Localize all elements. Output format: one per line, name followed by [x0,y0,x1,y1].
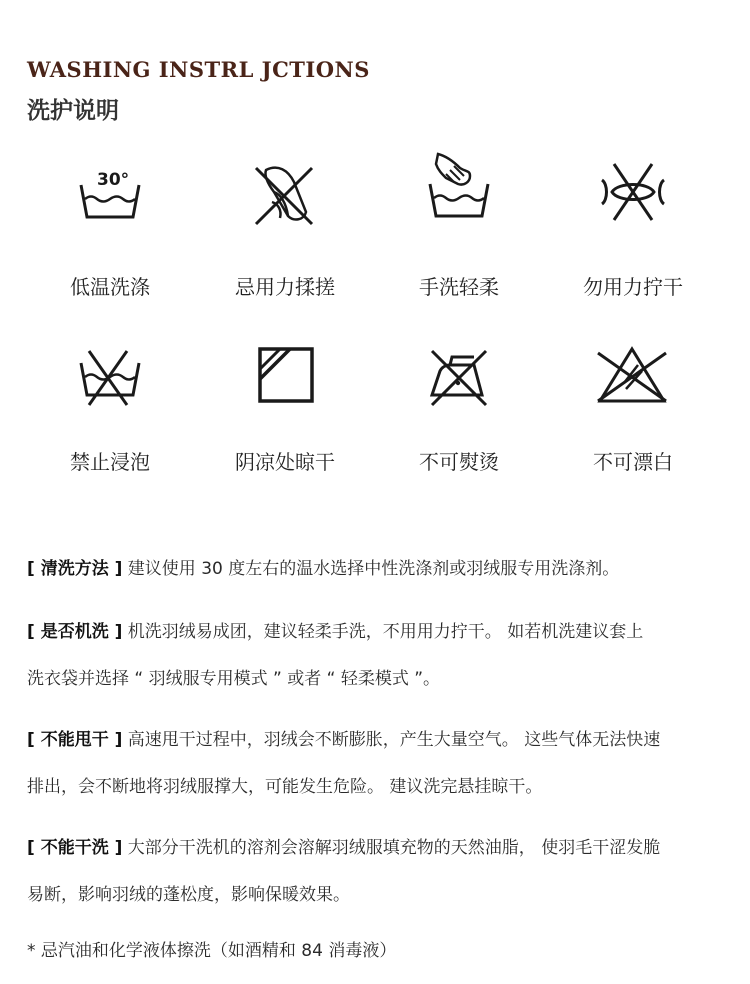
symbol-label: 手洗轻柔 [419,275,499,299]
no-twist-icon [598,160,668,230]
section-tag: [ 清洗方法 ] [27,559,123,579]
symbol-label: 不可熨烫 [419,450,499,474]
symbol-label: 忌用力揉搓 [235,275,335,299]
no-wring-icon [250,162,320,232]
symbol-label: 低温洗涤 [70,275,150,299]
temp-label: 30° [97,170,130,190]
section-text-continued [27,664,739,689]
shade-dry-icon [254,343,324,413]
section-text-line: 易断，影响羽绒的蓬松度，影响保暖效果。 [27,885,350,905]
no-bleach-icon [592,343,672,413]
section-text-continued [27,880,739,905]
symbol-label: 勿用力拧干 [583,275,683,299]
symbol-label: 禁止浸泡 [70,450,150,474]
section-text-line: 排出，会不断地将羽绒服撑大，可能发生危险。 建议洗完悬挂晾干。 [27,777,543,797]
section-cleaning-method [27,554,739,579]
section-text-continued [27,772,739,797]
section-tag: [ 不能甩干 ] [27,730,123,750]
symbol-label: 阴凉处晾干 [235,450,335,474]
section-text-line: 大部分干洗机的溶剂会溶解羽绒服填充物的天然油脂， 使羽毛干涩发脆 [127,838,661,858]
section-text-line: 洗衣袋并选择 “ 羽绒服专用模式 ” 或者 “ 轻柔模式 ”。 [27,669,441,689]
section-machine-wash [27,617,739,642]
section-no-spin-dry [27,725,739,750]
section-no-dry-clean [27,833,739,858]
wash-30-icon [75,165,145,235]
section-tag: [ 是否机洗 ] [27,622,123,642]
section-text-line: 高速甩干过程中，羽绒会不断膨胀，产生大量空气。 这些气体无法快速 [127,730,661,750]
section-tag: [ 不能干洗 ] [27,838,123,858]
no-iron-icon [424,343,494,413]
no-soak-icon [75,343,145,413]
section-text-line: 机洗羽绒易成团，建议轻柔手洗，不用用力拧干。 如若机洗建议套上 [127,622,644,642]
symbol-label: 不可漂白 [593,450,673,474]
footnote: * 忌汽油和化学液体擦洗（如酒精和 84 消毒液） [27,941,397,961]
title-english: WASHING INSTRL JCTIONS [27,57,370,82]
section-text-line: 建议使用 30 度左右的温水选择中性洗涤剂或羽绒服专用洗涤剂。 [127,559,620,579]
title-chinese: 洗护说明 [27,98,119,124]
hand-wash-icon [424,150,494,220]
